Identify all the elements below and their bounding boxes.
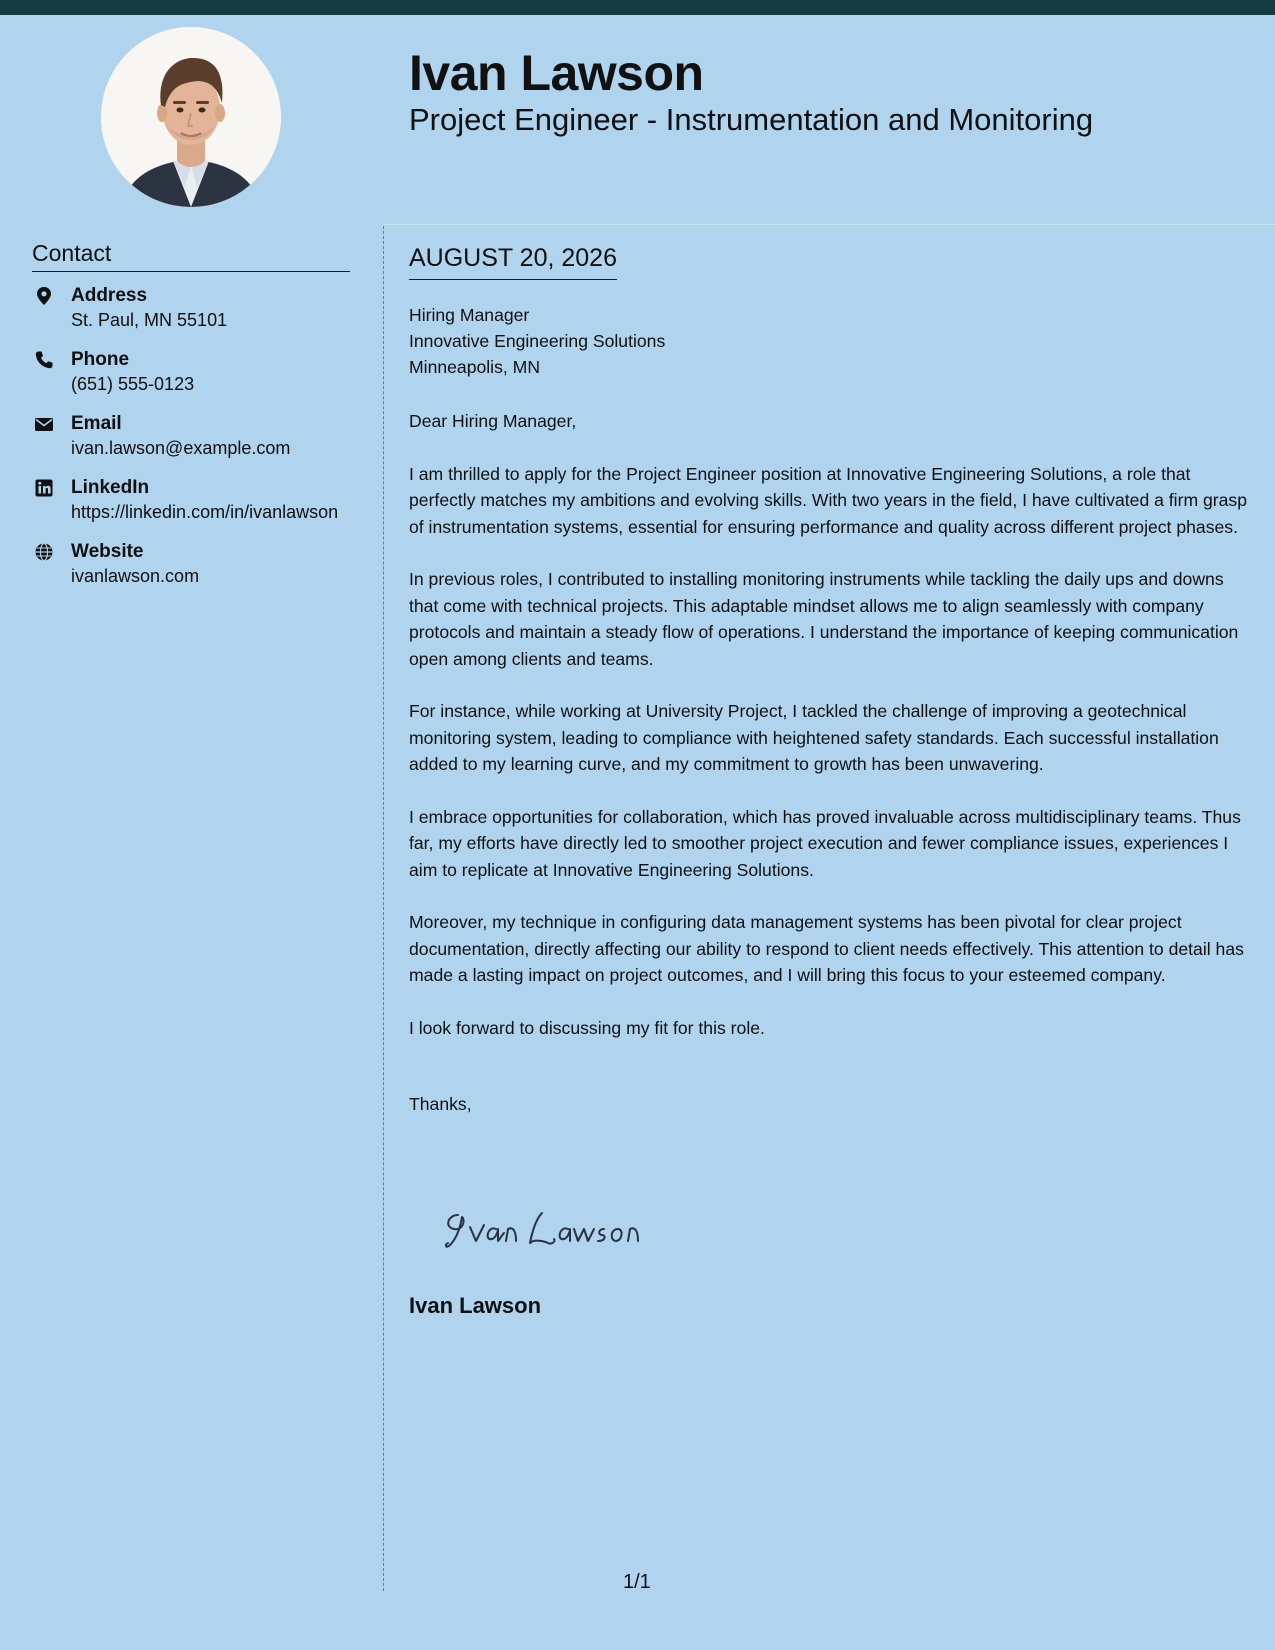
letter-paragraph: I embrace opportunities for collaboration, which has proved invaluable across multidisciplinary teams. Thus far, my efforts have directly led to smoother project execution and fewer compliance issues, experiences I aim to replicate at Innovative Engineering Solutions. (409, 806, 1241, 880)
recipient-line: Minneapolis, MN (409, 357, 541, 377)
contact-linkedin (32, 476, 352, 525)
address-label: Address (71, 285, 148, 306)
address-value: St. Paul, MN 55101 (71, 310, 228, 330)
closing-line: I look forward to discussing my fit for this role. (409, 1017, 765, 1038)
header-divider (384, 224, 1275, 225)
phone-label: Phone (71, 349, 130, 370)
contact-phone (32, 348, 352, 397)
contact-website (32, 540, 352, 589)
phone-value[interactable]: (651) 555-0123 (71, 374, 195, 394)
page-number: 1/1 (623, 1571, 651, 1593)
globe-icon (34, 542, 54, 562)
candidate-name: Ivan Lawson (409, 45, 704, 101)
recipient-block (409, 302, 1254, 380)
column-divider (383, 226, 384, 1591)
recipient-line: Innovative Engineering Solutions (409, 331, 666, 351)
letter-paragraph: Moreover, my technique in configuring data management systems has been pivotal for clear project documentation, directly affecting our ability to respond to client needs effectively. This attention to detail has made a lasting impact on project outcomes, and I will bring this focus to your esteemed company. (409, 912, 1244, 985)
job-title: Project Engineer - Instrumentation and Monitoring (409, 102, 1094, 137)
letter-paragraph: In previous roles, I contributed to installing monitoring instruments while tackling the daily ups and downs that come with technical projects. This adaptable mindset allows me to align seamlessly with company protocols and maintain a steady flow of operations. I understand the importance of keeping communication open among clients and teams. (409, 569, 1239, 669)
contact-address (32, 284, 352, 333)
website-label: Website (71, 541, 144, 562)
signed-name: Ivan Lawson (409, 1293, 542, 1318)
linkedin-value[interactable]: https://linkedin.com/in/ivanlawson (71, 502, 339, 522)
top-bar (0, 0, 1275, 15)
profile-photo (101, 27, 281, 207)
contact-heading: Contact (32, 240, 350, 272)
letter-body (409, 302, 1254, 1118)
email-label: Email (71, 413, 122, 434)
letter-date: AUGUST 20, 2026 (409, 244, 617, 280)
linkedin-label: LinkedIn (71, 477, 150, 498)
recipient-line: Hiring Manager (409, 305, 530, 325)
contact-email (32, 412, 352, 461)
email-value[interactable]: ivan.lawson@example.com (71, 438, 291, 458)
letter-paragraph: I am thrilled to apply for the Project Engineer position at Innovative Engineering Solutions, a role that perfectly matches my ambitions and evolving skills. With two years in the field, I have cultivated a firm grasp of instrumentation systems, essential for ensuring performance and quality across different project phases. (409, 463, 1248, 537)
contact-list (32, 284, 352, 604)
map-pin-icon (34, 286, 54, 306)
letter-paragraph: For instance, while working at University Project, I tackled the challenge of improving a geotechnical monitoring system, leading to compliance with heightened safety standards. Each successful installation added to my learning curve, and my commitment to growth has been unwavering. (409, 701, 1219, 774)
website-value[interactable]: ivanlawson.com (71, 566, 200, 586)
salutation: Dear Hiring Manager, (409, 411, 577, 431)
sign-off: Thanks, (409, 1094, 472, 1114)
handwritten-signature (444, 1205, 644, 1260)
linkedin-icon (34, 478, 54, 498)
phone-icon (34, 350, 54, 370)
envelope-icon (34, 414, 54, 434)
